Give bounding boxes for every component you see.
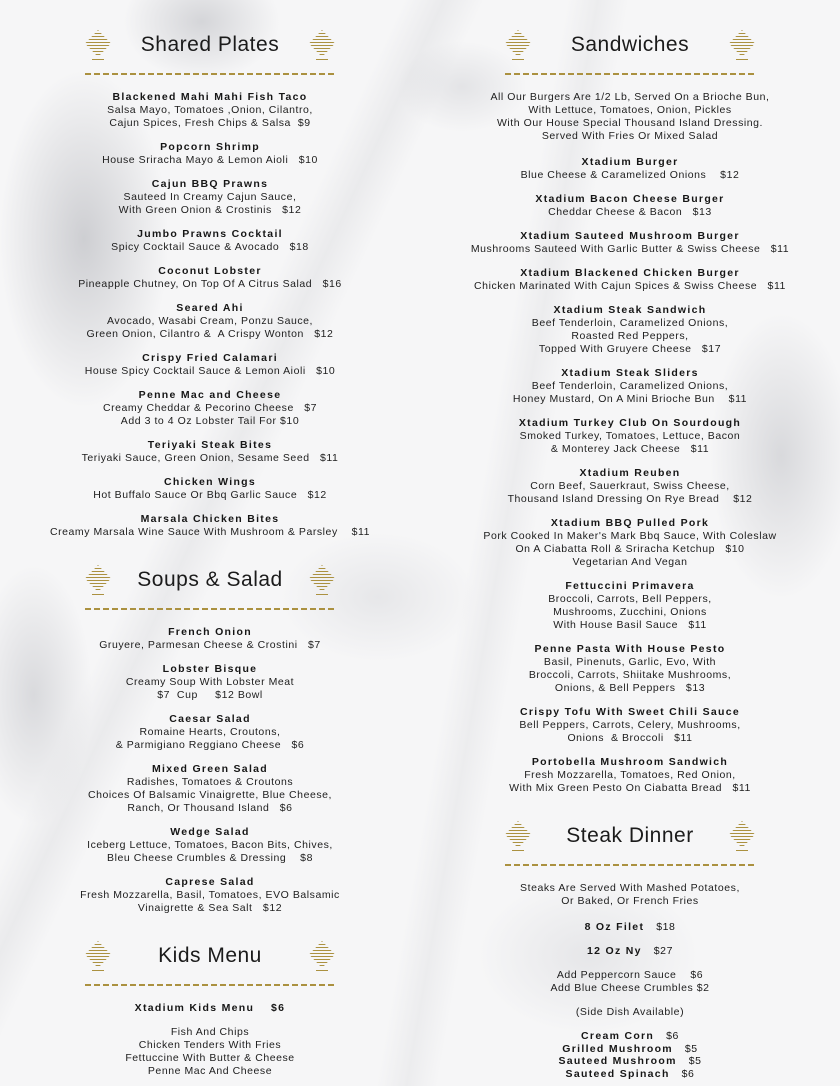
section-header [84,941,336,971]
diamond-base-dash [92,594,104,595]
menu-item-description-line: Mushrooms, Zucchini, Onions [553,606,707,618]
menu-item-name [0,352,420,365]
menu-item-description-line: Creamy Soup With Lobster Meat [125,676,295,688]
diamond-base-dash [316,59,328,60]
menu-item-description-line: Roasted Red Peppers, [571,330,689,342]
menu-item-name-text: Coconut Lobster [158,265,262,277]
diamond-stripes [505,30,531,57]
diamond-ornament-icon [308,565,336,595]
menu-item-description-line: Chicken Marinated With Cajun Spices & Swiss Cheese $11 [474,280,786,292]
diamond-base-dash [316,594,328,595]
menu-item [0,513,420,539]
menu-item-description-line: Salsa Mayo, Tomatoes ,Onion, Cilantro, [107,104,313,116]
menu-item-name [0,228,420,241]
diamond-ornament-icon [84,941,112,971]
section-divider [85,73,335,75]
menu-item-name [0,265,420,278]
menu-item-name [0,302,420,315]
menu-item [0,1002,420,1015]
menu-item-description-line: Iceberg Lettuce, Tomatoes, Bacon Bits, Chives, [87,839,333,851]
menu-item-description-line: Basil, Pinenuts, Garlic, Evo, With [543,656,717,668]
diamond-ornament-icon [308,941,336,971]
menu-item-name [0,513,420,526]
menu-item-name [420,643,840,656]
section-header [504,30,756,60]
menu-item [0,265,420,291]
diamond-ornament-icon [728,821,756,851]
menu-item [420,580,840,632]
menu-item-description-line: Honey Mustard, On A Mini Brioche Bun $11 [512,393,748,405]
menu-item-name [0,389,420,402]
menu-item-description-line: Add Blue Cheese Crumbles $2 [550,982,710,994]
menu-item [420,156,840,182]
menu-item-name [420,156,840,169]
menu-item-name-text: French Onion [168,626,252,638]
menu-item-description-line: Thousand Island Dressing On Rye Bread $12 [507,493,753,505]
section-title: Soups & Salad [137,568,283,591]
menu-item [420,921,840,934]
menu-item-description-line: Creamy Cheddar & Pecorino Cheese $7 [102,402,318,414]
side-dish-list [420,1030,840,1080]
section-text [420,882,840,908]
menu-item-name [0,91,420,104]
menu-item-description-line: Corn Beef, Sauerkraut, Swiss Cheese, [530,480,730,492]
menu-item-name-text: Xtadium Blackened Chicken Burger [520,267,740,279]
menu-item-description-line: (Side Dish Available) [575,1006,685,1018]
menu-item-description-line: Fresh Mozzarella, Tomatoes, Red Onion, [524,769,736,781]
diamond-base-dash [512,59,524,60]
menu-item-name-text: Penne Pasta With House Pesto [534,643,726,655]
menu-item-description-line: Onions, & Bell Peppers $13 [554,682,706,694]
side-dish-name: Cream Corn [581,1030,655,1042]
section-header [504,821,756,851]
menu-item-description-line: Teriyaki Sauce, Green Onion, Sesame Seed $11 [81,452,339,464]
menu-item-description-line: Chicken Tenders With Fries [138,1039,282,1051]
diamond-ornament-icon [308,30,336,60]
menu-item [0,626,420,652]
diamond-base-dash [736,59,748,60]
menu-item-description-line: House Spicy Cocktail Sauce & Lemon Aioli $10 [84,365,336,377]
section-header [84,30,336,60]
menu-item [0,178,420,217]
menu-item-name-text: Lobster Bisque [162,663,258,675]
menu-item-name [420,267,840,280]
menu-item-name-text: Popcorn Shrimp [160,141,260,153]
menu-item-description-line: Vegetarian And Vegan [572,556,688,568]
diamond-stripes [309,30,335,57]
menu-item-name [0,876,420,889]
diamond-ornament-icon [504,30,532,60]
menu-item-description-line: With Green Onion & Crostinis $12 [118,204,302,216]
menu-item [0,302,420,341]
menu-item-name-text: 8 Oz Filet [584,921,645,933]
menu-item-description-line: Avocado, Wasabi Cream, Ponzu Sauce, [106,315,313,327]
menu-item-description-line: Bleu Cheese Crumbles & Dressing $8 [107,852,313,864]
menu-item [0,352,420,378]
menu-item-description-line: $7 Cup $12 Bowl [157,689,263,701]
menu-item-description-line: Choices Of Balsamic Vinaigrette, Blue Cheese, [88,789,332,801]
menu-item [0,713,420,752]
menu-item-name-text: Penne Mac and Cheese [138,389,282,401]
side-dish-name: Sauteed Spinach [565,1067,670,1080]
menu-item-description-line: Bell Peppers, Carrots, Celery, Mushrooms, [519,719,741,731]
menu-item-name [420,367,840,380]
diamond-base-dash [736,850,748,851]
menu-item-name [0,178,420,191]
menu-item-description-line: Mushrooms Sauteed With Garlic Butter & Swiss Cheese $11 [470,243,790,255]
menu-item-name-text: Teriyaki Steak Bites [147,439,273,451]
section-title: Kids Menu [158,944,262,967]
menu-item-name-text: Xtadium Steak Sandwich [553,304,707,316]
menu-item-description-line: Vinaigrette & Sea Salt $12 [137,902,283,914]
menu-item-price: $27 [653,945,673,957]
menu-item [420,467,840,506]
menu-item-description-line: Broccoli, Carrots, Bell Peppers, [548,593,712,605]
menu-item-name-text: Chicken Wings [163,476,257,488]
menu-item-name-text: Xtadium Burger [581,156,679,168]
section-title: Sandwiches [570,33,690,56]
menu-item-name-text: Xtadium Reuben [579,467,681,479]
menu-item [420,517,840,569]
menu-item [420,230,840,256]
menu-item-name-text: Cajun BBQ Prawns [151,178,269,190]
menu-item [0,91,420,130]
menu-item-name-text: Crispy Fried Calamari [142,352,278,364]
section-divider [85,608,335,610]
menu-item-description-line: All Our Burgers Are 1/2 Lb, Served On a Brioche Bun, [490,91,770,103]
menu-item-name-text: Portobella Mushroom Sandwich [531,756,729,768]
menu-item [420,643,840,695]
menu-item-description-line: Pork Cooked In Maker's Mark Bbq Sauce, With Coleslaw [483,530,777,542]
menu-item-description-line: Beef Tenderloin, Caramelized Onions, [531,317,729,329]
menu-item [420,367,840,406]
menu-item-name-text: Blackened Mahi Mahi Fish Taco [112,91,308,103]
menu-item-name [0,713,420,726]
diamond-stripes [505,821,531,848]
menu-item-description-line: Fish And Chips [170,1026,250,1038]
side-dish-price: $5 [684,1042,698,1055]
diamond-ornament-icon [504,821,532,851]
section-text [420,91,840,143]
diamond-base-dash [92,59,104,60]
side-dish-price: $6 [666,1030,679,1042]
diamond-stripes [309,565,335,592]
menu-item-description-line: With Mix Green Pesto On Ciabatta Bread $11 [509,782,751,794]
menu-item-name-text: Marsala Chicken Bites [140,513,280,525]
side-dish-price: $5 [688,1055,702,1067]
menu-item-description-line: Steaks Are Served With Mashed Potatoes, [520,882,740,894]
menu-item-name-text: Wedge Salad [170,826,250,838]
side-dish-name: Sauteed Mushroom [558,1055,677,1067]
menu-item-name [0,141,420,154]
menu-item-description-line: Fettuccine With Butter & Cheese [125,1052,295,1064]
menu-item-description-line: Cajun Spices, Fresh Chips & Salsa $9 [109,117,311,129]
menu-item-name [420,706,840,719]
menu-item-description-line: Green Onion, Cilantro & A Crispy Wonton $12 [86,328,334,340]
menu-item-description-line: With Our House Special Thousand Island Dressing. [496,117,764,129]
menu-item-description-line: Add 3 to 4 Oz Lobster Tail For $10 [120,415,300,427]
diamond-stripes [85,30,111,57]
diamond-base-dash [92,970,104,971]
menu-item-description-line: Creamy Marsala Wine Sauce With Mushroom & Parsley $11 [49,526,371,538]
menu-item-name [420,230,840,243]
menu-item-description-line: Beef Tenderloin, Caramelized Onions, [531,380,729,392]
diamond-ornament-icon [84,30,112,60]
menu-item-name-text: Crispy Tofu With Sweet Chili Sauce [519,706,741,718]
menu-item-name [0,439,420,452]
menu-item [420,945,840,958]
diamond-stripes [729,30,755,57]
menu-item-name-text: Jumbo Prawns Cocktail [137,228,283,240]
section-title: Shared Plates [140,33,280,56]
menu-item-name [420,517,840,530]
section-divider [505,73,755,75]
menu-item-name-text: Seared Ahi [176,302,244,314]
menu-item [420,756,840,795]
menu-item-name [420,945,840,958]
menu-item [420,304,840,356]
diamond-stripes [729,821,755,848]
side-dish-row [420,1030,840,1043]
section-sandwiches [420,30,840,795]
section-soups-salad [0,565,420,915]
menu-item-description-line: Hot Buffalo Sauce Or Bbq Garlic Sauce $12 [93,489,327,501]
section-steak-dinner [420,821,840,1080]
menu-item-name [420,417,840,430]
menu-item-description-line: Broccoli, Carrots, Shiitake Mushrooms, [528,669,732,681]
menu-item-name [420,304,840,317]
menu-item-description-line: & Monterey Jack Cheese $11 [550,443,710,455]
menu-item [0,389,420,428]
side-dish-price: $6 [681,1067,695,1080]
menu-item-name [0,626,420,639]
diamond-base-dash [316,970,328,971]
menu-item [0,228,420,254]
menu-item-description-line: Add Peppercorn Sauce $6 [556,969,704,981]
menu-item [0,663,420,702]
side-dish-name: Grilled Mushroom [562,1042,673,1055]
section-title: Steak Dinner [566,824,694,847]
menu-item-name-text: Fettuccini Primavera [565,580,695,592]
menu-item-description-line: Radishes, Tomatoes & Croutons [126,776,294,788]
menu-item-name-text: Xtadium BBQ Pulled Pork [550,517,710,529]
section-divider [505,864,755,866]
menu-item [0,826,420,865]
menu-item-description-line: With House Basil Sauce $11 [553,619,707,631]
diamond-stripes [85,941,111,968]
menu-item [0,141,420,167]
section-header [84,565,336,595]
side-dish-row [420,1068,840,1081]
menu-item [0,476,420,502]
diamond-base-dash [512,850,524,851]
section-text [420,969,840,995]
menu-item-name [0,763,420,776]
menu-item-name [0,663,420,676]
menu-item-name [420,921,840,934]
menu-item-description-line: Fresh Mozzarella, Basil, Tomatoes, EVO Balsamic [80,889,340,901]
menu-item-description-line: Pineapple Chutney, On Top Of A Citrus Salad $16 [78,278,342,290]
menu-item-description-line: Penne Mac And Cheese [147,1065,273,1077]
side-dish-row [420,1055,840,1068]
menu-item [420,417,840,456]
menu-item-description-line: Blue Cheese & Caramelized Onions $12 [520,169,740,181]
menu-item-name-text: 12 Oz Ny [587,945,642,957]
menu-item-name [0,826,420,839]
menu-item-description-line: On A Ciabatta Roll & Sriracha Ketchup $10 [515,543,745,555]
menu-item-name [420,467,840,480]
section-kids-menu [0,941,420,1078]
menu-item-name [420,580,840,593]
section-shared-plates [0,30,420,539]
menu-item-description-line: Or Baked, Or French Fries [561,895,699,907]
menu-item-name [0,1002,420,1015]
menu-item-name-text: Xtadium Kids Menu $6 [134,1002,286,1014]
menu-item [420,706,840,745]
menu-item-description-line: Spicy Cocktail Sauce & Avocado $18 [111,241,309,253]
menu-item-name-text: Xtadium Steak Sliders [561,367,699,379]
diamond-stripes [85,565,111,592]
menu-item [420,267,840,293]
section-divider [85,984,335,986]
menu-item [420,193,840,219]
diamond-stripes [309,941,335,968]
menu-item-name-text: Xtadium Sauteed Mushroom Burger [520,230,740,242]
menu-item-description-line: Ranch, Or Thousand Island $6 [127,802,293,814]
diamond-ornament-icon [728,30,756,60]
section-text [0,1026,420,1078]
menu-item-name-text: Xtadium Bacon Cheese Burger [535,193,725,205]
menu-item-name-text: Xtadium Turkey Club On Sourdough [518,417,742,429]
menu-column-right [420,0,840,1086]
menu-item-description-line: Smoked Turkey, Tomatoes, Lettuce, Bacon [519,430,741,442]
menu-item-description-line: Onions & Broccoli $11 [567,732,693,744]
menu-item-description-line: & Parmigiano Reggiano Cheese $6 [115,739,305,751]
section-text [420,1006,840,1019]
menu-item-name-text: Caesar Salad [169,713,251,725]
menu-item-description-line: Cheddar Cheese & Bacon $13 [548,206,712,218]
menu-item-description-line: Topped With Gruyere Cheese $17 [538,343,722,355]
menu-item-name-text: Mixed Green Salad [151,763,269,775]
menu-item-name-text: Caprese Salad [165,876,255,888]
menu-item-name [0,476,420,489]
diamond-ornament-icon [84,565,112,595]
menu-item-description-line: Gruyere, Parmesan Cheese & Crostini $7 [99,639,321,651]
menu-item [0,876,420,915]
menu-item-description-line: House Sriracha Mayo & Lemon Aioli $10 [102,154,318,166]
menu-item-description-line: Sauteed In Creamy Cajun Sauce, [123,191,297,203]
menu-item-price: $18 [656,921,676,933]
menu-item [0,763,420,815]
menu-item-description-line: With Lettuce, Tomatoes, Onion, Pickles [528,104,732,116]
menu-item-description-line: Served With Fries Or Mixed Salad [541,130,719,142]
menu-item-description-line: Romaine Hearts, Croutons, [139,726,281,738]
menu-item-name [420,756,840,769]
menu-item-name [420,193,840,206]
side-dish-row [420,1043,840,1056]
menu-item [0,439,420,465]
